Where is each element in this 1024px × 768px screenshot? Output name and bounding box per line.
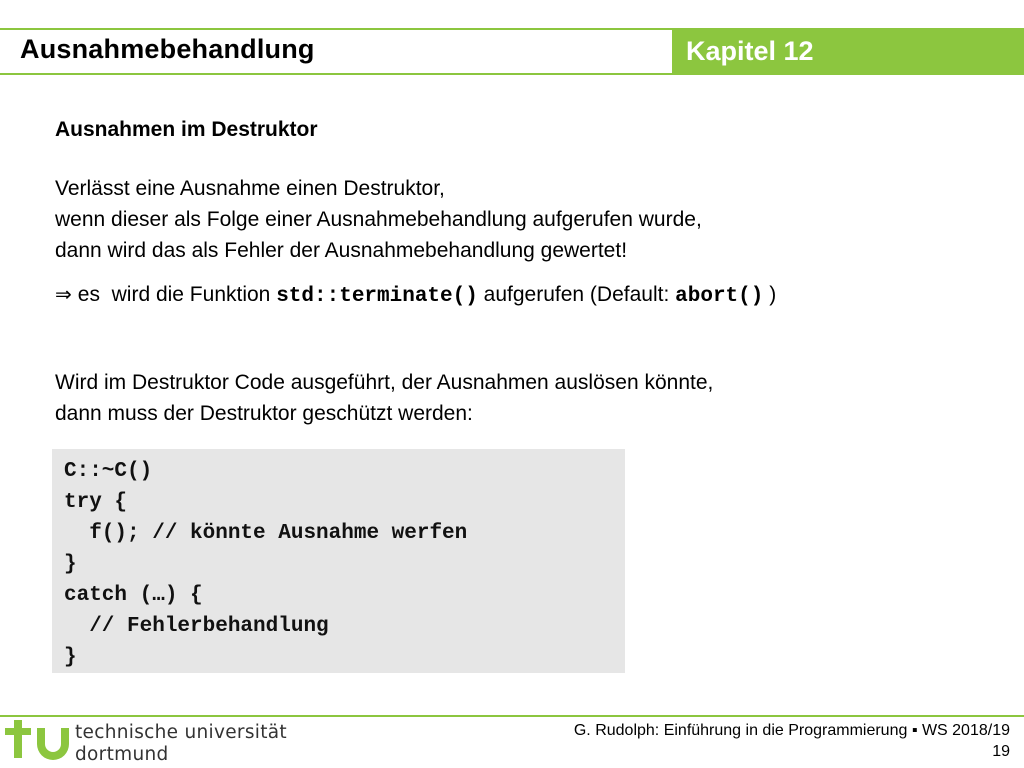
code-block <box>52 449 625 673</box>
terminate-code: std::terminate() <box>276 285 478 308</box>
code-line: catch (…) { <box>64 584 203 607</box>
university-line: dortmund <box>75 744 169 765</box>
page-number: 19 <box>992 743 1010 760</box>
slide-subtitle: Ausnahmen im Destruktor <box>55 118 318 141</box>
author-credit: G. Rudolph: Einführung in die Programmierung ▪ WS 2018/19 <box>573 722 1010 739</box>
implies-arrow-icon: ⇒ <box>55 282 72 306</box>
slide-title: Ausnahmebehandlung <box>20 34 315 64</box>
paragraph-line: Wird im Destruktor Code ausgeführt, der Ausnahmen auslösen könnte, <box>55 371 714 394</box>
code-line: } <box>64 646 77 669</box>
code-line: C::~C() <box>64 460 153 483</box>
code-line: f(); // könnte Ausnahme werfen <box>64 522 468 545</box>
code-line: // Fehlerbehandlung <box>64 615 329 638</box>
footer-rule <box>0 715 1024 717</box>
paragraph-line: Verlässt eine Ausnahme einen Destruktor, <box>55 177 445 200</box>
paragraph-destructor-rule <box>55 173 702 266</box>
implication-text-before: es wird die Funktion <box>77 283 277 306</box>
abort-code: abort() <box>675 285 764 308</box>
university-name <box>75 722 287 766</box>
paragraph-line: dann wird das als Fehler der Ausnahmebehandlung gewertet! <box>55 239 628 262</box>
implication-line <box>55 279 776 312</box>
paragraph-line: dann muss der Destruktor geschützt werden: <box>55 402 473 425</box>
implication-text-middle: aufgerufen (Default: <box>477 283 676 306</box>
code-line: try { <box>64 491 128 514</box>
university-line: technische universität <box>75 722 287 743</box>
paragraph-line: wenn dieser als Folge einer Ausnahmebehandlung aufgerufen wurde, <box>55 208 702 231</box>
chapter-label: Kapitel 12 <box>672 28 1024 75</box>
header-bottom-rule <box>0 73 1024 75</box>
code-line: } <box>64 553 77 576</box>
paragraph-protection <box>55 367 713 429</box>
implication-text-after: ) <box>763 283 777 306</box>
tu-logo-icon <box>4 716 70 766</box>
